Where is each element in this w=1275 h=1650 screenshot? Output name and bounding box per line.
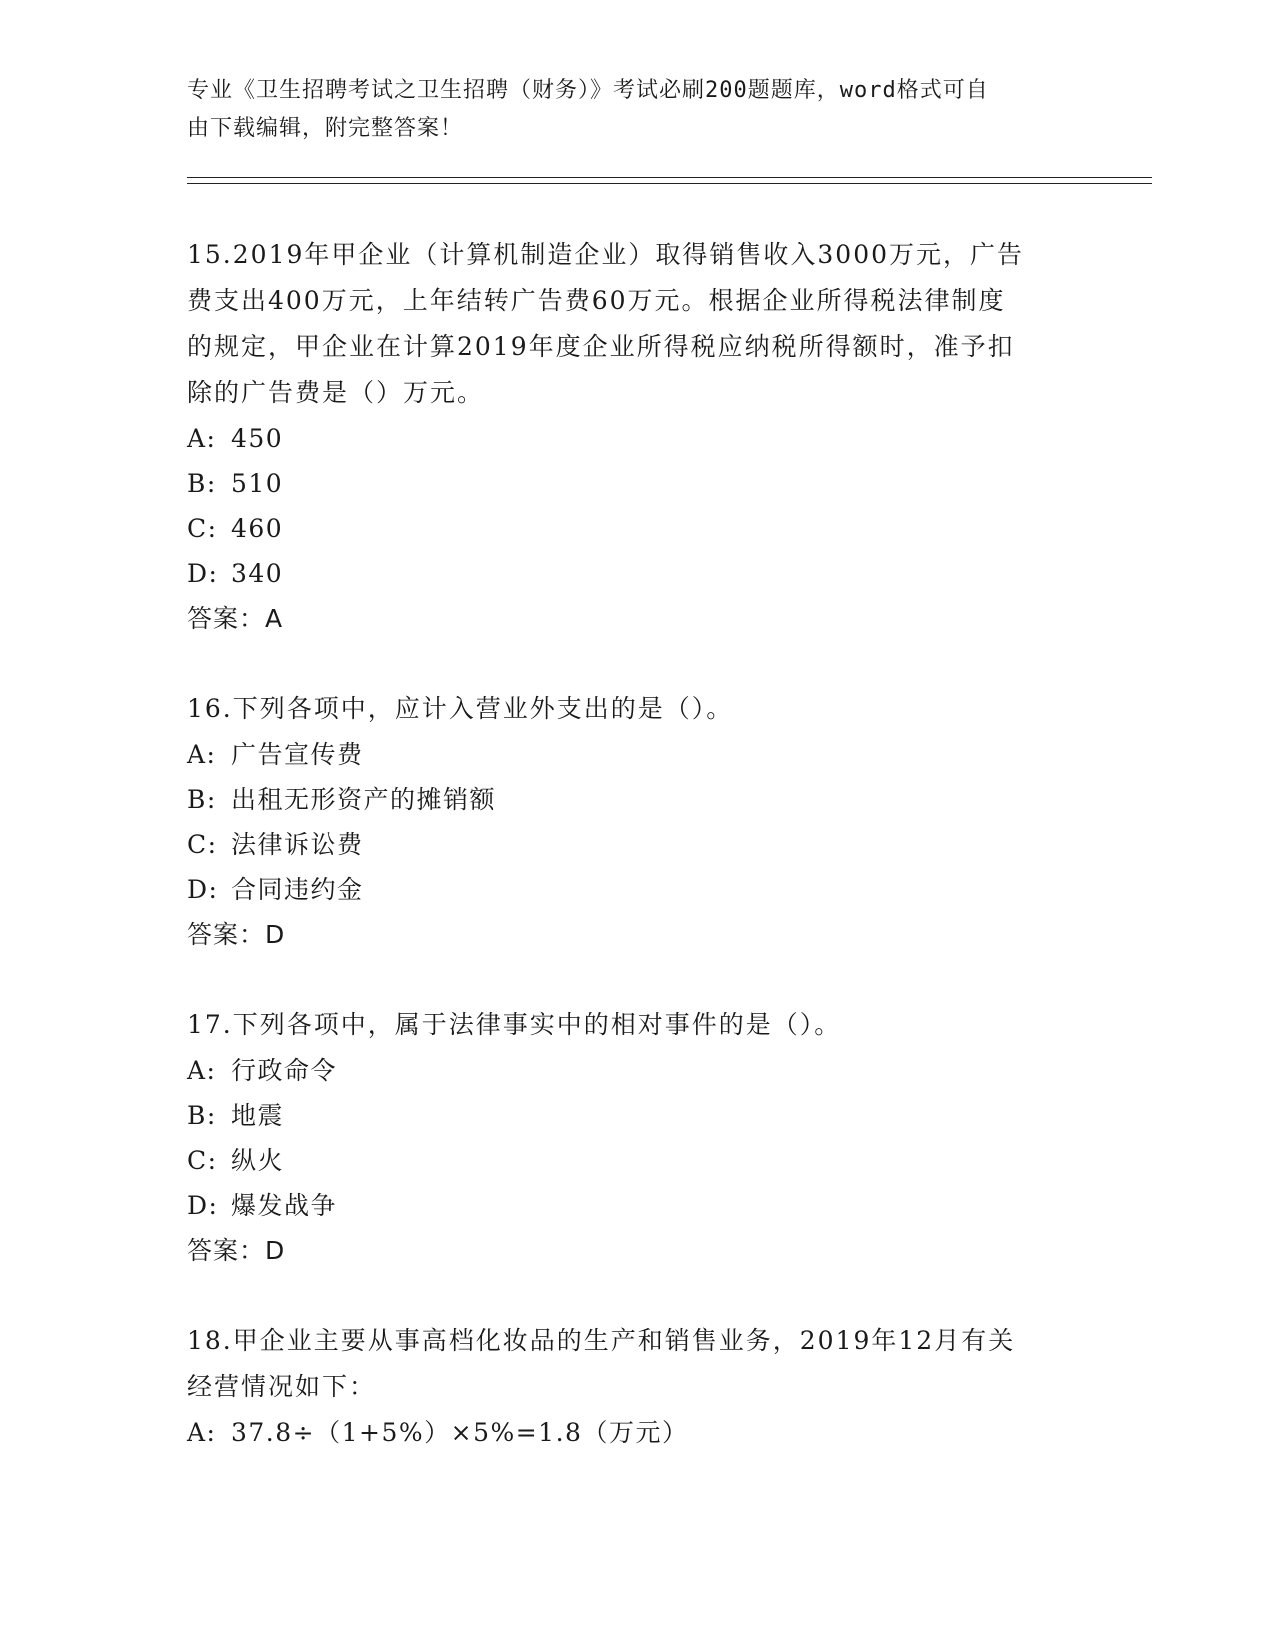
- question-17-option-b: [187, 1093, 1082, 1138]
- question-17-option-c: [187, 1138, 1082, 1183]
- question-17-option-d: [187, 1183, 1082, 1228]
- option-text: 37.8÷（1+5%）×5%=1.8（万元）: [231, 1418, 689, 1447]
- option-text: 广告宣传费: [231, 740, 364, 769]
- option-text: 出租无形资产的摊销额: [231, 785, 497, 814]
- option-key: B:: [187, 1101, 217, 1130]
- spacer: [187, 642, 1082, 686]
- question-15-line-1: 15.2019年甲企业（计算机制造企业）取得销售收入3000万元，广告: [187, 240, 1025, 269]
- question-15-answer: 答案：A: [187, 604, 284, 633]
- option-text: 460: [231, 514, 284, 543]
- option-text: 纵火: [231, 1146, 285, 1175]
- option-key: A:: [187, 424, 217, 453]
- header-divider-top: [187, 177, 1152, 178]
- question-16-line-1: 16.下列各项中，应计入营业外支出的是（）。: [187, 694, 734, 723]
- option-key: A:: [187, 1418, 217, 1447]
- question-16: [187, 686, 1082, 958]
- option-text: 行政命令: [231, 1056, 338, 1085]
- question-16-option-c: [187, 822, 1082, 867]
- question-16-option-a: [187, 732, 1082, 777]
- option-text: 合同违约金: [231, 875, 364, 904]
- question-15-option-d: [187, 551, 1082, 596]
- option-key: D:: [187, 875, 219, 904]
- option-key: A:: [187, 1056, 217, 1085]
- question-17-answer: 答案：D: [187, 1236, 286, 1265]
- question-15-line-4: 除的广告费是（）万元。: [187, 378, 485, 407]
- option-text: 510: [231, 469, 284, 498]
- option-key: B:: [187, 469, 217, 498]
- option-key: C:: [187, 830, 218, 859]
- option-key: D:: [187, 1191, 219, 1220]
- question-15-option-a: [187, 416, 1082, 461]
- question-18-line-2: 经营情况如下：: [187, 1372, 377, 1401]
- spacer: [187, 958, 1082, 1002]
- question-16-answer: 答案：D: [187, 920, 286, 949]
- question-15-line-3: 的规定，甲企业在计算2019年度企业所得税应纳税所得额时，准予扣: [187, 332, 1015, 361]
- document-header: [187, 72, 1067, 148]
- question-15-option-b: [187, 461, 1082, 506]
- question-17: [187, 1002, 1082, 1274]
- header-line-1: 专业《卫生招聘考试之卫生招聘（财务）》考试必刷200题题库，word格式可自: [187, 78, 989, 103]
- option-text: 地震: [231, 1101, 285, 1130]
- option-text: 爆发战争: [231, 1191, 338, 1220]
- option-key: C:: [187, 1146, 218, 1175]
- question-18-line-1: 18.甲企业主要从事高档化妆品的生产和销售业务，2019年12月有关: [187, 1326, 1016, 1355]
- question-15: [187, 232, 1082, 642]
- question-16-option-d: [187, 867, 1082, 912]
- option-key: C:: [187, 514, 218, 543]
- option-key: D:: [187, 559, 219, 588]
- option-text: 340: [231, 559, 284, 588]
- question-17-option-a: [187, 1048, 1082, 1093]
- question-list: [187, 232, 1082, 1455]
- option-key: A:: [187, 740, 217, 769]
- option-text: 法律诉讼费: [231, 830, 364, 859]
- question-16-option-b: [187, 777, 1082, 822]
- header-divider-bottom: [187, 183, 1152, 184]
- header-line-2: 由下载编辑，附完整答案！: [187, 116, 464, 141]
- spacer: [187, 1274, 1082, 1318]
- question-17-line-1: 17.下列各项中，属于法律事实中的相对事件的是（）。: [187, 1010, 842, 1039]
- question-18: [187, 1318, 1082, 1455]
- question-15-line-2: 费支出400万元，上年结转广告费60万元。根据企业所得税法律制度: [187, 286, 1006, 315]
- question-15-option-c: [187, 506, 1082, 551]
- option-key: B:: [187, 785, 217, 814]
- question-18-option-a: [187, 1410, 1082, 1455]
- option-text: 450: [231, 424, 284, 453]
